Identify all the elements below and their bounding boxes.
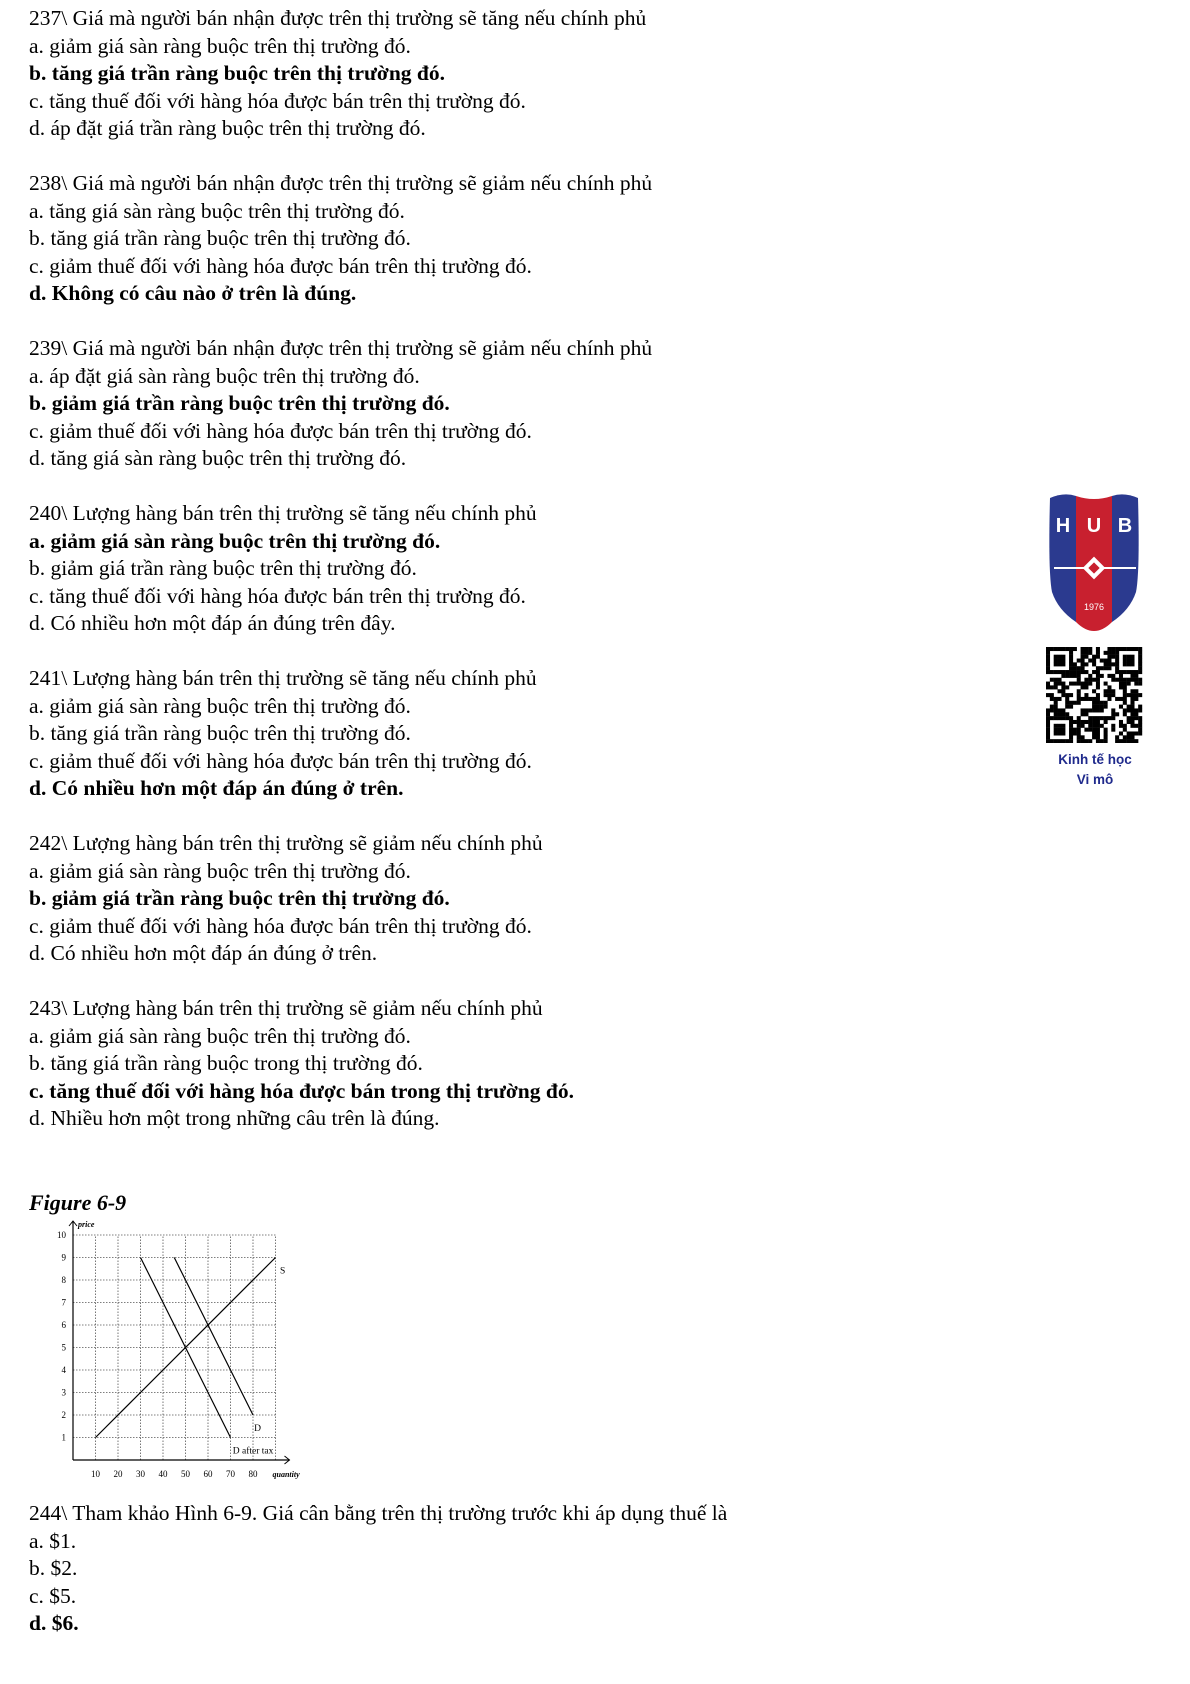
svg-text:U: U <box>1086 515 1102 537</box>
question-stem: 238\ Giá mà người bán nhận được trên thị trường sẽ giảm nếu chính phủ <box>29 171 653 195</box>
answer-option: c. tăng thuế đối với hàng hóa được bán trên thị trường đó. <box>29 583 526 608</box>
x-tick-label: 50 <box>181 1469 190 1479</box>
answer-option: b. tăng giá trần ràng buộc trên thị trường đó. <box>29 721 411 745</box>
caption-line1: Kinh tế học <box>1058 752 1132 767</box>
answer-option: a. giảm giá sàn ràng buộc trên thị trường đó. <box>29 1023 411 1048</box>
x-tick-label: 10 <box>91 1469 100 1479</box>
answer-option: d. Có nhiều hơn một đáp án đúng trên đây. <box>29 611 396 635</box>
question-stem: 237\ Giá mà người bán nhận được trên thị trường sẽ tăng nếu chính phủ <box>29 6 647 30</box>
y-tick-label: 4 <box>61 1365 66 1375</box>
correct-option: c. tăng thuế đối với hàng hóa được bán trong thị trường đó. <box>29 1078 574 1103</box>
answer-option: d. Có nhiều hơn một đáp án đúng ở trên. <box>29 941 378 965</box>
answer-option: c. giảm thuế đối với hàng hóa được bán trên thị trường đó. <box>29 748 532 773</box>
series-label: D after tax <box>232 1446 274 1457</box>
svg-text:B: B <box>1117 515 1133 537</box>
y-tick-label: 8 <box>61 1275 66 1285</box>
correct-option: b. tăng giá trần ràng buộc trên thị trường đó. <box>29 61 446 85</box>
answer-option: a. giảm giá sàn ràng buộc trên thị trường đó. <box>29 33 411 58</box>
question-block <box>29 170 1029 308</box>
x-axis-label: quantity <box>272 1470 300 1479</box>
answer-option: b. $2. <box>29 1556 78 1580</box>
figure-6-9-chart <box>40 1210 330 1480</box>
series-label: D <box>254 1423 261 1434</box>
y-tick-label: 2 <box>61 1410 66 1420</box>
y-tick-label: 7 <box>61 1297 66 1308</box>
answer-option: b. tăng giá trần ràng buộc trong thị trường đó. <box>29 1051 423 1075</box>
answer-option: b. tăng giá trần ràng buộc trên thị trường đó. <box>29 226 411 250</box>
answer-option: b. giảm giá trần ràng buộc trên thị trường đó. <box>29 556 417 580</box>
x-tick-label: 40 <box>158 1469 168 1479</box>
correct-option: d. $6. <box>29 1611 79 1635</box>
series-line-d <box>174 1258 253 1416</box>
correct-option: a. giảm giá sàn ràng buộc trên thị trường đó. <box>29 528 441 553</box>
answer-option: c. tăng thuế đối với hàng hóa được bán trên thị trường đó. <box>29 88 526 113</box>
qr-code <box>1046 647 1144 743</box>
y-axis-label: price <box>78 1220 95 1229</box>
question-stem: 240\ Lượng hàng bán trên thị trường sẽ tăng nếu chính phủ <box>29 501 537 525</box>
series-label: S <box>280 1266 286 1277</box>
question-stem: 243\ Lượng hàng bán trên thị trường sẽ giảm nếu chính phủ <box>29 996 543 1020</box>
y-tick-label: 10 <box>57 1230 66 1240</box>
answer-option: a. $1. <box>29 1528 77 1553</box>
question-block <box>29 335 1029 473</box>
correct-option: d. Không có câu nào ở trên là đúng. <box>29 281 357 305</box>
answer-option: a. giảm giá sàn ràng buộc trên thị trường đó. <box>29 693 411 718</box>
question-block <box>29 665 1029 803</box>
question-stem: 241\ Lượng hàng bán trên thị trường sẽ tăng nếu chính phủ <box>29 666 537 690</box>
y-tick-label: 1 <box>61 1432 66 1443</box>
question-list <box>29 5 1029 1160</box>
correct-option: b. giảm giá trần ràng buộc trên thị trường đó. <box>29 391 450 415</box>
answer-option: a. giảm giá sàn ràng buộc trên thị trường đó. <box>29 858 411 883</box>
y-tick-label: 5 <box>61 1342 66 1353</box>
correct-option: d. Có nhiều hơn một đáp án đúng ở trên. <box>29 776 404 800</box>
answer-option: d. tăng giá sàn ràng buộc trên thị trường đó. <box>29 446 407 470</box>
y-tick-label: 3 <box>61 1387 66 1398</box>
figure-title: Figure 6-9 <box>29 1190 127 1215</box>
correct-option: b. giảm giá trần ràng buộc trên thị trường đó. <box>29 886 450 910</box>
answer-option: c. giảm thuế đối với hàng hóa được bán trên thị trường đó. <box>29 913 532 938</box>
question-stem: 242\ Lượng hàng bán trên thị trường sẽ giảm nếu chính phủ <box>29 831 543 855</box>
hub-logo <box>1046 492 1142 638</box>
question-block <box>29 830 1029 968</box>
x-tick-label: 80 <box>248 1469 258 1479</box>
question-block <box>29 500 1029 638</box>
answer-option: d. áp đặt giá trần ràng buộc trên thị trường đó. <box>29 116 426 140</box>
answer-option: c. giảm thuế đối với hàng hóa được bán trên thị trường đó. <box>29 418 532 443</box>
x-tick-label: 20 <box>113 1469 123 1479</box>
answer-option: c. $5. <box>29 1583 77 1608</box>
x-tick-label: 30 <box>136 1469 145 1479</box>
question-stem: 244\ Tham khảo Hình 6-9. Giá cân bằng trên thị trường trước khi áp dụng thuế là <box>29 1501 728 1525</box>
caption-line2: Vi mô <box>1076 772 1114 787</box>
answer-option: c. giảm thuế đối với hàng hóa được bán trên thị trường đó. <box>29 253 532 278</box>
svg-text:H: H <box>1055 515 1071 537</box>
svg-text:1976: 1976 <box>1083 602 1105 612</box>
question-block <box>29 5 1029 143</box>
x-tick-label: 60 <box>203 1469 213 1479</box>
question-244 <box>29 1500 727 1638</box>
answer-option: a. tăng giá sàn ràng buộc trên thị trường đó. <box>29 198 405 223</box>
answer-option: a. áp đặt giá sàn ràng buộc trên thị trường đó. <box>29 363 420 388</box>
answer-option: d. Nhiều hơn một trong những câu trên là đúng. <box>29 1106 440 1130</box>
question-stem: 239\ Giá mà người bán nhận được trên thị trường sẽ giảm nếu chính phủ <box>29 336 653 360</box>
y-tick-label: 9 <box>61 1252 66 1263</box>
x-tick-label: 70 <box>226 1469 235 1479</box>
question-block <box>29 995 1029 1133</box>
y-tick-label: 6 <box>61 1320 66 1330</box>
